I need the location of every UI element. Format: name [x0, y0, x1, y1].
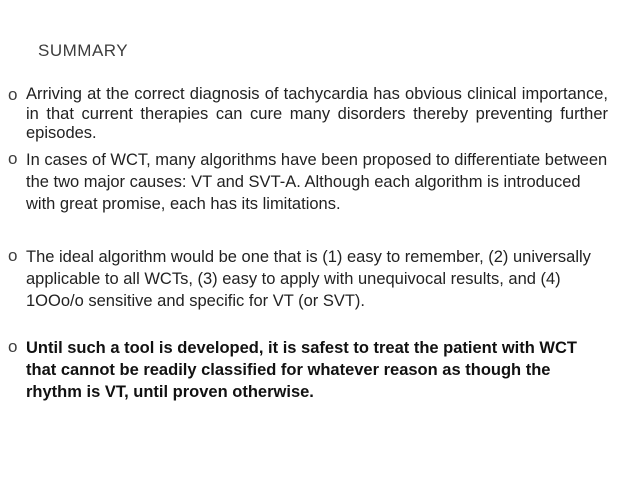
bullet-item-3 [8, 246, 608, 334]
bullet-marker-icon: o [8, 246, 18, 265]
bullet-marker-icon: o [8, 85, 18, 104]
bullet-item-1 [8, 85, 608, 145]
bullet-item-4 [8, 337, 608, 403]
bullet-text-2: In cases of WCT, many algorithms have been proposed to differentiate between the two major causes: VT and SVT-A. Although each algorithm is introduced with great promise, each has its limitations. [26, 151, 608, 213]
bullet-text-4: Until such a tool is developed, it is safest to treat the patient with WCT that cannot be readily classified for whatever reason as though the rhythm is VT, until proven otherwise. [26, 339, 577, 401]
bullet-marker-icon: o [8, 149, 18, 168]
slide-title: SUMMARY [38, 41, 129, 60]
bullet-text-3: The ideal algorithm would be one that is (1) easy to remember, (2) universally applicable to all WCTs, (3) easy to apply with unequivocal results, and (4) 1OOo/o sensitive and specific for VT (or SVT). [26, 248, 591, 310]
bullet-item-2 [8, 149, 608, 244]
bullet-text-1: Arriving at the correct diagnosis of tachycardia has obvious clinical importance, in that current therapies can cure many disorders thereby preventing further episodes. [26, 85, 608, 142]
bullet-marker-icon: o [8, 337, 18, 356]
bullet-list [8, 85, 608, 405]
